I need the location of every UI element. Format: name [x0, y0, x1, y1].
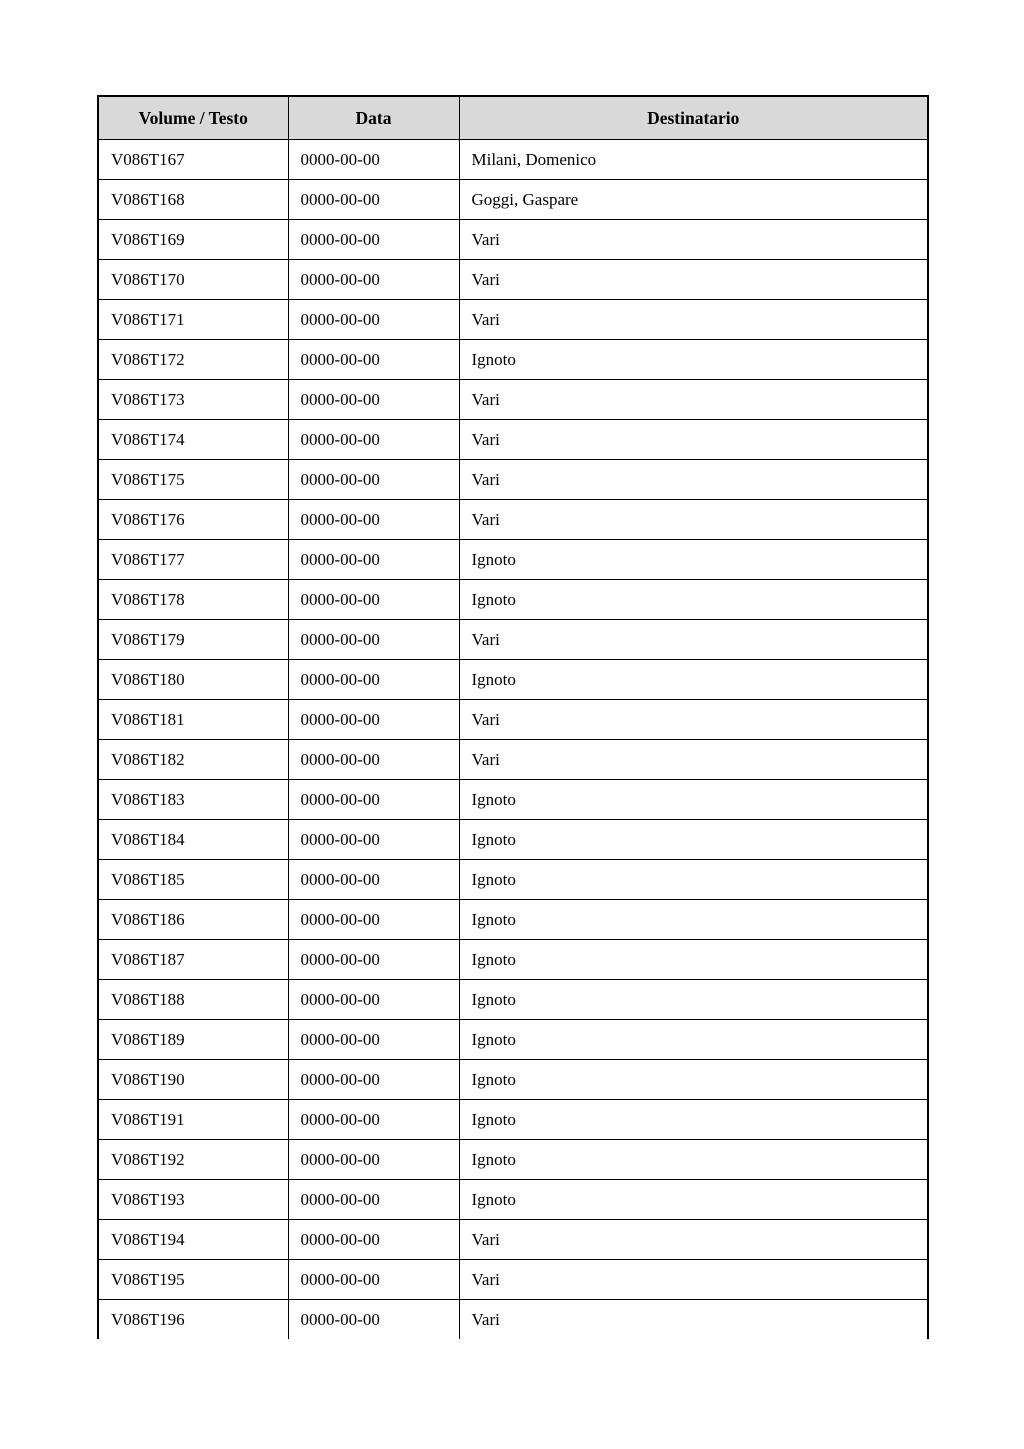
data-cell: 0000-00-00: [288, 340, 459, 380]
data-cell: 0000-00-00: [288, 420, 459, 460]
table-row: [98, 540, 928, 580]
table-row: [98, 1300, 928, 1340]
data-cell: 0000-00-00: [288, 900, 459, 940]
destinatario-cell: Ignoto: [459, 780, 928, 820]
table-row: [98, 1140, 928, 1180]
volume-cell: V086T169: [98, 220, 288, 260]
destinatario-cell: Vari: [459, 260, 928, 300]
data-cell: 0000-00-00: [288, 380, 459, 420]
volume-cell: V086T193: [98, 1180, 288, 1220]
column-header-volume-testo: Volume / Testo: [98, 96, 288, 140]
table-row: [98, 940, 928, 980]
destinatario-cell: Vari: [459, 1260, 928, 1300]
volume-cell: V086T180: [98, 660, 288, 700]
destinatario-cell: Vari: [459, 300, 928, 340]
volume-cell: V086T194: [98, 1220, 288, 1260]
data-cell: 0000-00-00: [288, 740, 459, 780]
destinatario-cell: Ignoto: [459, 860, 928, 900]
volume-cell: V086T174: [98, 420, 288, 460]
destinatario-cell: Vari: [459, 380, 928, 420]
destinatario-cell: Ignoto: [459, 980, 928, 1020]
destinatario-cell: Vari: [459, 700, 928, 740]
data-cell: 0000-00-00: [288, 580, 459, 620]
volume-cell: V086T195: [98, 1260, 288, 1300]
volume-cell: V086T171: [98, 300, 288, 340]
destinatario-cell: Ignoto: [459, 1020, 928, 1060]
destinatario-cell: Goggi, Gaspare: [459, 180, 928, 220]
data-cell: 0000-00-00: [288, 180, 459, 220]
volume-cell: V086T173: [98, 380, 288, 420]
table-row: [98, 1100, 928, 1140]
volume-cell: V086T179: [98, 620, 288, 660]
data-cell: 0000-00-00: [288, 1140, 459, 1180]
volume-cell: V086T183: [98, 780, 288, 820]
column-header-data: Data: [288, 96, 459, 140]
destinatario-cell: Milani, Domenico: [459, 140, 928, 180]
data-cell: 0000-00-00: [288, 1220, 459, 1260]
volume-cell: V086T167: [98, 140, 288, 180]
table-header: [98, 96, 928, 140]
destinatario-cell: Ignoto: [459, 580, 928, 620]
table-row: [98, 860, 928, 900]
destinatario-cell: Ignoto: [459, 1060, 928, 1100]
destinatario-cell: Ignoto: [459, 940, 928, 980]
data-cell: 0000-00-00: [288, 1020, 459, 1060]
data-cell: 0000-00-00: [288, 460, 459, 500]
table-row: [98, 1180, 928, 1220]
volume-cell: V086T191: [98, 1100, 288, 1140]
table-row: [98, 220, 928, 260]
table-row: [98, 420, 928, 460]
data-cell: 0000-00-00: [288, 540, 459, 580]
table-row: [98, 1020, 928, 1060]
volume-cell: V086T168: [98, 180, 288, 220]
destinatario-cell: Ignoto: [459, 540, 928, 580]
destinatario-cell: Ignoto: [459, 1140, 928, 1180]
table-row: [98, 620, 928, 660]
data-cell: 0000-00-00: [288, 220, 459, 260]
destinatario-cell: Ignoto: [459, 340, 928, 380]
table-row: [98, 900, 928, 940]
volume-cell: V086T176: [98, 500, 288, 540]
destinatario-cell: Vari: [459, 420, 928, 460]
table-row: [98, 820, 928, 860]
data-cell: 0000-00-00: [288, 660, 459, 700]
volume-cell: V086T192: [98, 1140, 288, 1180]
volume-cell: V086T189: [98, 1020, 288, 1060]
table-row: [98, 140, 928, 180]
volume-cell: V086T181: [98, 700, 288, 740]
destinatario-cell: Vari: [459, 1300, 928, 1340]
table-row: [98, 460, 928, 500]
destinatario-cell: Ignoto: [459, 1100, 928, 1140]
data-cell: 0000-00-00: [288, 1260, 459, 1300]
data-cell: 0000-00-00: [288, 260, 459, 300]
table-row: [98, 260, 928, 300]
table-row: [98, 580, 928, 620]
table-row: [98, 340, 928, 380]
volume-cell: V086T196: [98, 1300, 288, 1340]
data-cell: 0000-00-00: [288, 940, 459, 980]
data-cell: 0000-00-00: [288, 300, 459, 340]
volume-cell: V086T177: [98, 540, 288, 580]
destinatario-cell: Ignoto: [459, 1180, 928, 1220]
data-cell: 0000-00-00: [288, 620, 459, 660]
data-cell: 0000-00-00: [288, 1100, 459, 1140]
volume-cell: V086T184: [98, 820, 288, 860]
destinatario-cell: Vari: [459, 620, 928, 660]
data-cell: 0000-00-00: [288, 820, 459, 860]
volume-cell: V086T170: [98, 260, 288, 300]
table-row: [98, 180, 928, 220]
volume-index-table: [97, 95, 929, 1339]
table-row: [98, 740, 928, 780]
table-row: [98, 300, 928, 340]
data-cell: 0000-00-00: [288, 1060, 459, 1100]
volume-cell: V086T182: [98, 740, 288, 780]
volume-cell: V086T185: [98, 860, 288, 900]
volume-cell: V086T186: [98, 900, 288, 940]
data-cell: 0000-00-00: [288, 140, 459, 180]
destinatario-cell: Vari: [459, 500, 928, 540]
volume-cell: V086T172: [98, 340, 288, 380]
table-body: [98, 140, 928, 1340]
table-row: [98, 1260, 928, 1300]
table-row: [98, 700, 928, 740]
destinatario-cell: Ignoto: [459, 900, 928, 940]
data-cell: 0000-00-00: [288, 980, 459, 1020]
table-row: [98, 980, 928, 1020]
volume-cell: V086T175: [98, 460, 288, 500]
table-row: [98, 780, 928, 820]
destinatario-cell: Vari: [459, 460, 928, 500]
data-cell: 0000-00-00: [288, 860, 459, 900]
table-row: [98, 1060, 928, 1100]
table-row: [98, 380, 928, 420]
destinatario-cell: Vari: [459, 220, 928, 260]
destinatario-cell: Ignoto: [459, 820, 928, 860]
table-row: [98, 500, 928, 540]
destinatario-cell: Vari: [459, 740, 928, 780]
volume-cell: V086T190: [98, 1060, 288, 1100]
document-page: [97, 95, 927, 1339]
data-cell: 0000-00-00: [288, 1180, 459, 1220]
header-row: [98, 96, 928, 140]
volume-cell: V086T178: [98, 580, 288, 620]
table-row: [98, 1220, 928, 1260]
data-cell: 0000-00-00: [288, 780, 459, 820]
data-cell: 0000-00-00: [288, 1300, 459, 1340]
destinatario-cell: Vari: [459, 1220, 928, 1260]
data-cell: 0000-00-00: [288, 500, 459, 540]
data-cell: 0000-00-00: [288, 700, 459, 740]
column-header-destinatario: Destinatario: [459, 96, 928, 140]
table-row: [98, 660, 928, 700]
volume-cell: V086T187: [98, 940, 288, 980]
volume-cell: V086T188: [98, 980, 288, 1020]
destinatario-cell: Ignoto: [459, 660, 928, 700]
